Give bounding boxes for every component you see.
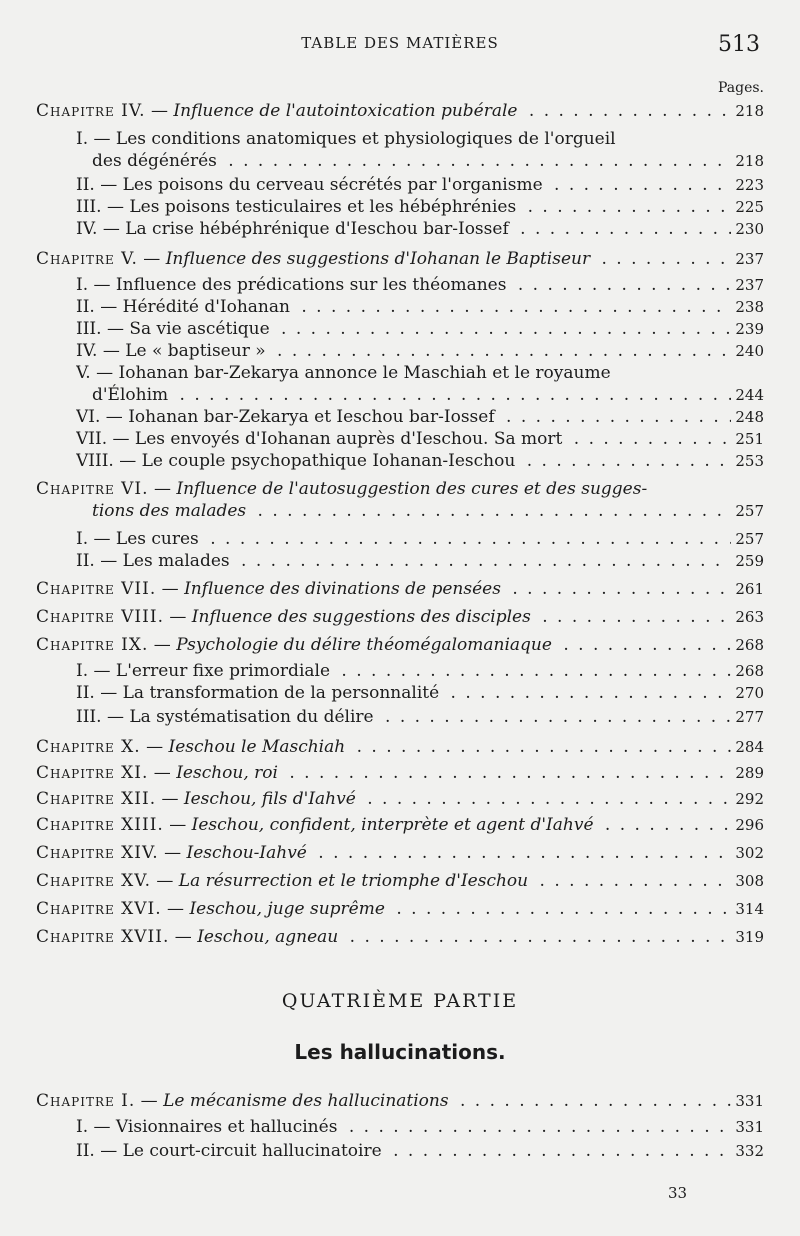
- signature-mark: 33: [668, 1184, 688, 1202]
- chapter-label: Chapitre VII.: [36, 579, 157, 599]
- section-title: III. — Les poisons testiculaires et les hébéphrénies: [76, 197, 517, 217]
- chapter-label: Chapitre XIII.: [36, 815, 164, 835]
- toc-section-entry: [36, 660, 764, 682]
- page-ref: 230: [735, 220, 764, 238]
- page-ref: 244: [735, 386, 764, 404]
- toc-chapter-entry: Chapitre XIV. — Ieschou-Iahvé . . . 302: [36, 842, 764, 864]
- section-title: VII. — Les envoyés d'Iohanan auprès d'Ieschou. Sa mort: [76, 429, 563, 449]
- chapter-label: Chapitre V.: [36, 249, 138, 269]
- chapter-label: Chapitre XIV.: [36, 843, 159, 863]
- chapter-label: Chapitre I.: [36, 1091, 136, 1111]
- section-title: II. — La transformation de la personnalité: [76, 683, 440, 703]
- chapter-title: Psychologie du délire théomégalomaniaque: [176, 635, 552, 655]
- section-title-continued: d'Élohim: [92, 385, 169, 405]
- chapter-title: Ieschou, agneau: [197, 927, 339, 947]
- toc-chapter-entry: Chapitre VIII. — Influence des suggestions des disciples . . . 263: [36, 606, 764, 628]
- section-title: VIII. — Le couple psychopathique Iohanan-Ieschou: [76, 451, 516, 471]
- section-title: II. — Hérédité d'Iohanan: [76, 297, 290, 317]
- section-title: III. — Sa vie ascétique: [76, 319, 270, 339]
- page-ref: 277: [735, 708, 764, 726]
- toc-section-entry: [36, 196, 764, 218]
- toc-section-entry: [36, 174, 764, 196]
- section-title-continued: des dégénérés: [92, 151, 217, 171]
- page-ref: 218: [735, 152, 764, 170]
- page-ref: 261: [735, 580, 764, 598]
- section-title: II. — Les malades: [76, 551, 230, 571]
- toc-chapter-entry: Chapitre IV. — Influence de l'autointoxication pubérale . . . 218: [36, 100, 764, 122]
- page-ref: 319: [735, 928, 764, 946]
- toc-chapter-entry: Chapitre XI. — Ieschou, roi . . . 289: [36, 762, 764, 784]
- page-ref: 253: [735, 452, 764, 470]
- running-title: TABLE DES MATIÈRES: [301, 34, 499, 52]
- chapter-title: Influence de l'autointoxication pubérale: [173, 101, 518, 121]
- part-subtitle: Les hallucinations.: [294, 1040, 506, 1064]
- page-ref: 237: [735, 250, 764, 268]
- toc-chapter-entry: Chapitre XVII. — Ieschou, agneau . . . 319: [36, 926, 764, 948]
- chapter-label: Chapitre VI.: [36, 479, 149, 499]
- toc-section-entry: [36, 406, 764, 428]
- toc-section-entry: [36, 340, 764, 362]
- toc-section-entry: [36, 362, 764, 384]
- page-ref: 308: [735, 872, 764, 890]
- toc-section-entry: [36, 296, 764, 318]
- chapter-label: Chapitre VIII.: [36, 607, 164, 627]
- toc-section-entry: [36, 706, 764, 728]
- section-title: II. — Le court-circuit hallucinatoire: [76, 1141, 382, 1161]
- chapter-title: La résurrection et le triomphe d'Ieschou: [178, 871, 529, 891]
- toc-chapter-entry: Chapitre IX. — Psychologie du délire théomégalomaniaque . . . 268: [36, 634, 764, 656]
- section-title: I. — Les cures: [76, 529, 199, 549]
- page-ref: 238: [735, 298, 764, 316]
- chapter-title: Influence des suggestions d'Iohanan le Baptiseur: [165, 249, 591, 269]
- page-ref: 331: [735, 1092, 764, 1110]
- toc-chapter-entry: Chapitre I. — Le mécanisme des hallucinations . . . 331: [36, 1090, 764, 1112]
- page-ref: 292: [735, 790, 764, 808]
- section-title: V. — Iohanan bar-Zekarya annonce le Maschiah et le royaume: [76, 363, 611, 383]
- chapter-title: Ieschou, juge suprême: [189, 899, 385, 919]
- chapter-title: Influence des suggestions des disciples: [191, 607, 531, 627]
- page-ref: 237: [735, 276, 764, 294]
- page-ref: 251: [735, 430, 764, 448]
- page-ref: 332: [735, 1142, 764, 1160]
- page-ref: 270: [735, 684, 764, 702]
- section-title: I. — L'erreur fixe primordiale: [76, 661, 331, 681]
- chapter-label: Chapitre XVII.: [36, 927, 170, 947]
- page-ref: 257: [735, 530, 764, 548]
- chapter-title: Influence de l'autosuggestion des cures et des sugges-: [176, 479, 648, 499]
- section-title: VI. — Iohanan bar-Zekarya et Ieschou bar-Iossef: [76, 407, 495, 427]
- page-ref: 314: [735, 900, 764, 918]
- toc-chapter-continuation: [36, 500, 764, 522]
- toc-chapter-entry: Chapitre VI. — Influence de l'autosuggestion des cures et des sugges-: [36, 478, 764, 500]
- toc-section-entry: [36, 274, 764, 296]
- page-ref: 331: [735, 1118, 764, 1136]
- toc-chapter-entry: Chapitre XV. — La résurrection et le triomphe d'Ieschou . . . 308: [36, 870, 764, 892]
- page-ref: 263: [735, 608, 764, 626]
- toc-chapter-entry: Chapitre XVI. — Ieschou, juge suprême . . . 314: [36, 898, 764, 920]
- chapter-title: Ieschou, confident, interprète et agent d'Iahvé: [191, 815, 594, 835]
- toc-section-entry: [36, 682, 764, 704]
- part-title: QUATRIÈME PARTIE: [281, 990, 519, 1012]
- chapter-label: Chapitre IV.: [36, 101, 146, 121]
- chapter-title: Ieschou le Maschiah: [168, 737, 346, 757]
- page-ref: 259: [735, 552, 764, 570]
- page-ref: 239: [735, 320, 764, 338]
- toc-section-entry: [36, 1116, 764, 1138]
- page-ref: 268: [735, 662, 764, 680]
- page-ref: 257: [735, 502, 764, 520]
- page-ref: 248: [735, 408, 764, 426]
- toc-chapter-entry: Chapitre XIII. — Ieschou, confident, interprète et agent d'Iahvé . . . 296: [36, 814, 764, 836]
- page-number: 513: [718, 32, 760, 57]
- section-title: III. — La systématisation du délire: [76, 707, 374, 727]
- chapter-label: Chapitre IX.: [36, 635, 149, 655]
- page-ref: 268: [735, 636, 764, 654]
- chapter-label: Chapitre XI.: [36, 763, 149, 783]
- chapter-title: Ieschou, fils d'Iahvé: [183, 789, 356, 809]
- section-title: II. — Les poisons du cerveau sécrétés par l'organisme: [76, 175, 543, 195]
- page-ref: 296: [735, 816, 764, 834]
- chapter-title: Influence des divinations de pensées: [184, 579, 501, 599]
- chapter-title-continued: tions des malades: [92, 501, 247, 521]
- page-ref: 302: [735, 844, 764, 862]
- toc-chapter-entry: Chapitre XII. — Ieschou, fils d'Iahvé . . . 292: [36, 788, 764, 810]
- pages-column-label: Pages.: [717, 80, 764, 96]
- toc-chapter-entry: Chapitre X. — Ieschou le Maschiah . . . 284: [36, 736, 764, 758]
- chapter-label: Chapitre XII.: [36, 789, 157, 809]
- toc-chapter-entry: Chapitre V. — Influence des suggestions d'Iohanan le Baptiseur . . . 237: [36, 248, 764, 270]
- chapter-label: Chapitre X.: [36, 737, 141, 757]
- section-title: I. — Les conditions anatomiques et physiologiques de l'orgueil: [76, 129, 616, 149]
- toc-section-entry: [36, 450, 764, 472]
- chapter-label: Chapitre XV.: [36, 871, 151, 891]
- toc-section-entry: [36, 1140, 764, 1162]
- page-ref: 225: [735, 198, 764, 216]
- section-title: IV. — La crise hébéphrénique d'Ieschou bar-Iossef: [76, 219, 509, 239]
- section-title: IV. — Le « baptiseur »: [76, 341, 266, 361]
- toc-section-continuation: [36, 384, 764, 406]
- toc-section-entry: [36, 218, 764, 240]
- chapter-title: Ieschou, roi: [176, 763, 278, 783]
- chapter-label: Chapitre XVI.: [36, 899, 162, 919]
- page-ref: 289: [735, 764, 764, 782]
- page-ref: 218: [735, 102, 764, 120]
- toc-section-entry: [36, 550, 764, 572]
- toc-chapter-entry: Chapitre VII. — Influence des divinations de pensées . . . 261: [36, 578, 764, 600]
- page-ref: 223: [735, 176, 764, 194]
- chapter-title: Le mécanisme des hallucinations: [163, 1091, 449, 1111]
- page-ref: 284: [735, 738, 764, 756]
- section-title: I. — Influence des prédications sur les théomanes: [76, 275, 507, 295]
- toc-section-entry: [36, 428, 764, 450]
- toc-section-continuation: [36, 150, 764, 172]
- section-title: I. — Visionnaires et hallucinés: [76, 1117, 338, 1137]
- page-ref: 240: [735, 342, 764, 360]
- toc-section-entry: [36, 318, 764, 340]
- chapter-title: Ieschou-Iahvé: [186, 843, 307, 863]
- toc-section-entry: [36, 128, 764, 150]
- toc-section-entry: [36, 528, 764, 550]
